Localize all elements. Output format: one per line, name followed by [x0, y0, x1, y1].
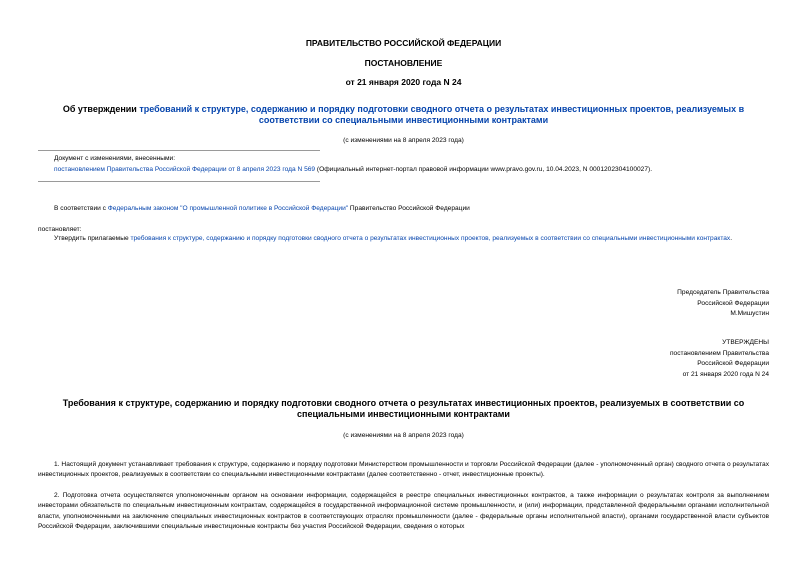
approved-block: [670, 338, 769, 380]
approve-tail: .: [730, 235, 733, 242]
signature-position: Председатель Правительства: [677, 289, 769, 296]
signature-block: [677, 288, 769, 320]
preamble: [54, 205, 470, 212]
amend-detail: [54, 166, 784, 173]
paragraph-1: 1. Настоящий документ устанавливает требования к структуре, содержанию и порядку подготовки Министерством промышленности и торговли Российской Федерации (далее - уполномоченный орган) сводного отчета о результатах инвестиционных проектов, реализуемых в соответствии со специальными инвестиционными контрактами (далее соответственно - отчет, инвестиционные проекты).: [38, 461, 769, 479]
document-title: [0, 104, 807, 126]
approved-country: Российской Федерации: [697, 360, 769, 367]
amend-label: Документ с изменениями, внесенными:: [54, 155, 176, 162]
title-prefix: Об утверждении: [62, 104, 140, 114]
amend-source: (Официальный интернет-портал правовой информации www.pravo.gov.ru, 10.04.2023, N 0001202304100027).: [315, 166, 653, 173]
signature-country: Российской Федерации: [697, 299, 769, 307]
requirements-title-line1: Требования к структуре, содержанию и порядку подготовки сводного отчета о результатах инвестиционных проектов, реализуемых в соответствии со: [62, 398, 745, 408]
preamble-text: В соответствии с: [54, 205, 108, 212]
approve-paragraph: [38, 234, 769, 244]
changes-note: (с изменениями на 8 апреля 2023 года): [343, 137, 464, 144]
amend-bottom-divider: [38, 181, 320, 182]
document-type: ПОСТАНОВЛЕНИЕ: [364, 58, 443, 68]
signature-name: М.Мишустин: [730, 310, 769, 317]
federal-law-link[interactable]: Федеральным законом "О промышленной политике в Российской Федерации": [107, 205, 349, 212]
preamble-text-end: Правительство Российской Федерации: [348, 205, 470, 212]
government-name: ПРАВИТЕЛЬСТВО РОССИЙСКОЙ ФЕДЕРАЦИИ: [305, 38, 502, 48]
approve-text: Утвердить прилагаемые: [54, 235, 131, 242]
title-requirements-link[interactable]: требований к структуре, содержанию и порядку подготовки сводного отчета о результатах инвестиционных проектов, реализуемых в: [139, 104, 745, 114]
approved-date: от 21 января 2020 года N 24: [682, 370, 769, 378]
approved-by: постановлением Правительства: [669, 349, 769, 357]
approved-label: УТВЕРЖДЕНЫ: [722, 339, 769, 346]
requirements-link[interactable]: требования к структуре, содержанию и порядку подготовки сводного отчета о результатах инвестиционных проектов, реализуемых в соответствии со специальными инвестиционными контрактах: [130, 235, 731, 242]
changes-note-2: (с изменениями на 8 апреля 2023 года): [343, 432, 464, 439]
requirements-title: [0, 398, 807, 420]
requirements-title-line2: специальными инвестиционными контрактами: [297, 409, 510, 419]
title-requirements-link-line2[interactable]: соответствии со специальными инвестиционными контрактами: [258, 115, 549, 125]
amend-top-divider: [38, 150, 320, 151]
document-date-number: от 21 января 2020 года N 24: [345, 77, 462, 87]
paragraph-2: 2. Подготовка отчета осуществляется уполномоченным органом на основании информации, содержащейся в реестре специальных инвестиционных контрактов, а также информации о результатах контроля за выполнением инвесторами обязательств по специальным инвестиционным контрактам, содержащейся в государственной информационной системе промышленности, и (или) информации, представленной федеральными органами исполнительной власти, уполномоченными на заключение специальных инвестиционных контрактов в соответствующих отраслях промышленности (далее - федеральные органы исполнительной власти), органами государственной власти субъектов Российской Федерации, заключившими специальные инвестиционные контракты без участия Российской Федерации, сведения о которых: [38, 492, 769, 530]
amend-resolution-link[interactable]: постановлением Правительства Российской Федерации от 8 апреля 2023 года N 569: [54, 166, 316, 173]
resolves-label: постановляет:: [38, 226, 82, 233]
